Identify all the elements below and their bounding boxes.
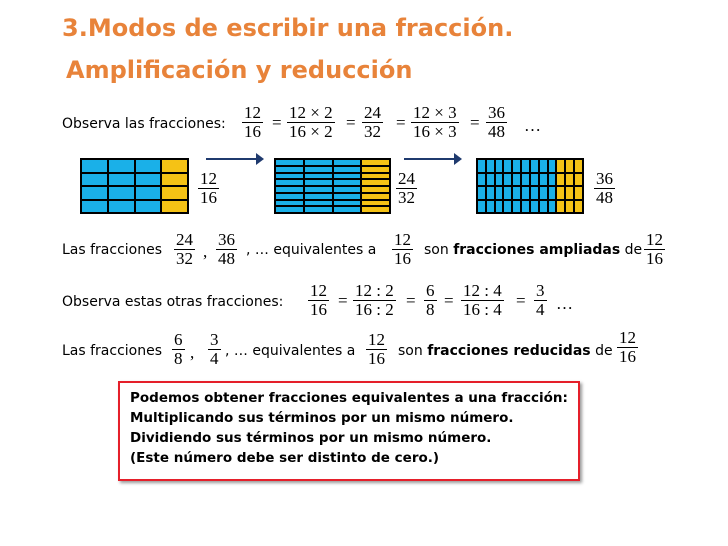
fraction-12-16: $\frac{12}{16}$ <box>646 230 663 268</box>
grid-cell-unshaded <box>565 186 574 200</box>
grid-cell-shaded <box>304 200 333 207</box>
grid-cell-shaded <box>477 186 486 200</box>
fraction-mult-2: $\frac{12 \times 2}{16 \times 2}$ <box>289 103 333 141</box>
grid-cell-shaded <box>304 173 333 180</box>
grid-cell-unshaded <box>556 200 565 214</box>
grid-cell-shaded <box>548 173 557 187</box>
grid-cell-unshaded <box>574 159 583 173</box>
comma: , <box>190 343 195 362</box>
grid-cell-shaded <box>333 206 362 213</box>
grid-cell-shaded <box>530 159 539 173</box>
grid-cell-shaded <box>477 200 486 214</box>
grid-cell-shaded <box>333 179 362 186</box>
grid-cell-shaded <box>275 159 304 166</box>
fraction-36-48: $\frac{36}{48}$ <box>218 230 235 268</box>
grid-cell-shaded <box>495 173 504 187</box>
fraction-div-4: $\frac{12 : 4}{16 : 4}$ <box>463 281 502 319</box>
summary-line-3: Dividiendo sus términos por un mismo número. <box>130 430 492 446</box>
grid-cell-shaded <box>304 159 333 166</box>
grid-cell-shaded <box>539 173 548 187</box>
grid-cell-shaded <box>512 159 521 173</box>
summary-box <box>118 381 580 481</box>
fraction-mult-3: $\frac{12 \times 3}{16 \times 3}$ <box>413 103 457 141</box>
fraction-12-16: $\frac{12}{16}$ <box>244 103 261 141</box>
grid-cell-shaded <box>521 173 530 187</box>
grid-cell-shaded <box>486 159 495 173</box>
equals-sign: = <box>470 113 480 132</box>
grid-cell-shaded <box>81 186 108 200</box>
row4-middle: , … equivalentes a <box>225 343 356 359</box>
grid-cell-shaded <box>548 159 557 173</box>
equals-sign: = <box>272 113 282 132</box>
grid-cell-shaded <box>81 173 108 187</box>
grid-cell-shaded <box>333 166 362 173</box>
grid-cell-shaded <box>512 173 521 187</box>
grid-cell-unshaded <box>565 159 574 173</box>
grid-cell-shaded <box>548 200 557 214</box>
grid-cell-shaded <box>275 179 304 186</box>
grid-cell-shaded <box>108 159 135 173</box>
grid-cell-shaded <box>503 159 512 173</box>
grid-cell-shaded <box>304 186 333 193</box>
grid-cell-shaded <box>333 159 362 166</box>
grid-cell-unshaded <box>574 186 583 200</box>
row2-conclusion <box>424 242 642 258</box>
grid-cell-unshaded <box>556 173 565 187</box>
grid-cell-shaded <box>135 159 162 173</box>
grid-cell-shaded <box>304 193 333 200</box>
grid-cell-shaded <box>486 200 495 214</box>
grid-cell-shaded <box>108 200 135 214</box>
grid-cell-shaded <box>135 200 162 214</box>
fraction-6-8: $\frac{6}{8}$ <box>426 281 435 319</box>
grid-cell-shaded <box>521 159 530 173</box>
fraction-label-36-48: $\frac{36}{48}$ <box>596 169 613 207</box>
grid-cell-unshaded <box>574 200 583 214</box>
grid-cell-unshaded <box>361 173 390 180</box>
grid-cell-shaded <box>512 186 521 200</box>
fraction-grid-36-48 <box>476 158 584 214</box>
grid-cell-unshaded <box>565 200 574 214</box>
arrow-right-icon <box>206 150 266 168</box>
grid-cell-shaded <box>135 173 162 187</box>
grid-cell-unshaded <box>361 166 390 173</box>
comma: , <box>203 242 208 261</box>
grid-cell-unshaded <box>361 200 390 207</box>
grid-cell-shaded <box>275 166 304 173</box>
de-word: de <box>624 242 643 258</box>
grid-cell-unshaded <box>361 179 390 186</box>
fraction-12-16: $\frac{12}{16}$ <box>619 328 636 366</box>
de-word: de <box>595 343 613 359</box>
grid-cell-shaded <box>108 173 135 187</box>
grid-cell-shaded <box>275 193 304 200</box>
grid-cell-shaded <box>304 179 333 186</box>
fracciones-ampliadas: fracciones ampliadas <box>453 242 621 258</box>
equals-sign: = <box>444 291 454 310</box>
grid-cell-shaded <box>530 200 539 214</box>
fraction-div-2: $\frac{12 : 2}{16 : 2}$ <box>355 281 394 319</box>
grid-cell-shaded <box>333 200 362 207</box>
summary-line-2: Multiplicando sus términos por un mismo número. <box>130 410 514 426</box>
grid-cell-shaded <box>539 200 548 214</box>
grid-cell-unshaded <box>161 200 188 214</box>
grid-cell-unshaded <box>361 186 390 193</box>
row2-middle: , … equivalentes a <box>246 242 377 258</box>
fraction-label-24-32: $\frac{24}{32}$ <box>398 169 415 207</box>
fracciones-reducidas: fracciones reducidas <box>427 343 591 359</box>
summary-line-1: Podemos obtener fracciones equivalentes a una fracción: <box>130 390 568 406</box>
arrow-right-icon <box>404 150 464 168</box>
ellipsis: … <box>524 116 541 135</box>
grid-cell-shaded <box>495 186 504 200</box>
grid-cell-shaded <box>495 200 504 214</box>
grid-cell-shaded <box>486 186 495 200</box>
grid-cell-shaded <box>477 173 486 187</box>
grid-cell-unshaded <box>161 186 188 200</box>
fraction-6-8: $\frac{6}{8}$ <box>174 330 183 368</box>
grid-cell-shaded <box>530 186 539 200</box>
grid-cell-shaded <box>539 159 548 173</box>
grid-cell-shaded <box>495 159 504 173</box>
grid-cell-shaded <box>108 186 135 200</box>
fraction-24-32: $\frac{24}{32}$ <box>176 230 193 268</box>
grid-cell-shaded <box>486 173 495 187</box>
page-subtitle: Amplificación y reducción <box>66 56 413 84</box>
grid-cell-unshaded <box>361 206 390 213</box>
grid-cell-unshaded <box>161 159 188 173</box>
grid-cell-shaded <box>503 186 512 200</box>
fraction-12-16: $\frac{12}{16}$ <box>394 230 411 268</box>
son-word: son <box>424 242 449 258</box>
grid-cell-shaded <box>304 166 333 173</box>
fraction-grid-12-16 <box>80 158 189 214</box>
grid-cell-unshaded <box>361 193 390 200</box>
grid-cell-shaded <box>275 173 304 180</box>
grid-cell-unshaded <box>556 159 565 173</box>
grid-cell-shaded <box>333 193 362 200</box>
grid-cell-shaded <box>530 173 539 187</box>
fraction-grid-24-32 <box>274 158 391 214</box>
row4-conclusion <box>398 343 613 359</box>
grid-cell-shaded <box>135 186 162 200</box>
fraction-12-16: $\frac{12}{16}$ <box>368 330 385 368</box>
row4-prefix: Las fracciones <box>62 343 163 359</box>
row1-label: Observa las fracciones: <box>62 116 226 132</box>
grid-cell-shaded <box>81 159 108 173</box>
grid-cell-shaded <box>275 200 304 207</box>
grid-cell-shaded <box>539 186 548 200</box>
grid-cell-shaded <box>304 206 333 213</box>
summary-line-4: (Este número debe ser distinto de cero.) <box>130 450 440 466</box>
row2-prefix: Las fracciones <box>62 242 163 258</box>
equals-sign: = <box>346 113 356 132</box>
ellipsis: … <box>556 294 573 313</box>
grid-cell-unshaded <box>565 173 574 187</box>
grid-cell-shaded <box>477 159 486 173</box>
fraction-label-12-16: $\frac{12}{16}$ <box>200 169 217 207</box>
grid-cell-shaded <box>333 186 362 193</box>
grid-cell-shaded <box>512 200 521 214</box>
equals-sign: = <box>338 291 348 310</box>
fraction-3-4: $\frac{3}{4}$ <box>210 330 219 368</box>
grid-cell-unshaded <box>361 159 390 166</box>
grid-cell-shaded <box>275 206 304 213</box>
grid-cell-shaded <box>521 186 530 200</box>
grid-cell-shaded <box>548 186 557 200</box>
grid-cell-shaded <box>503 173 512 187</box>
fraction-24-32: $\frac{24}{32}$ <box>364 103 381 141</box>
page-title: 3.Modos de escribir una fracción. <box>62 14 514 42</box>
grid-cell-shaded <box>275 186 304 193</box>
grid-cell-shaded <box>503 200 512 214</box>
grid-cell-shaded <box>521 200 530 214</box>
equals-sign: = <box>516 291 526 310</box>
fraction-3-4: $\frac{3}{4}$ <box>536 281 545 319</box>
equals-sign: = <box>396 113 406 132</box>
grid-cell-shaded <box>333 173 362 180</box>
grid-cell-unshaded <box>574 173 583 187</box>
grid-cell-unshaded <box>161 173 188 187</box>
row3-label: Observa estas otras fracciones: <box>62 294 284 310</box>
grid-cell-shaded <box>81 200 108 214</box>
fraction-36-48: $\frac{36}{48}$ <box>488 103 505 141</box>
grid-cell-unshaded <box>556 186 565 200</box>
son-word: son <box>398 343 423 359</box>
fraction-12-16: $\frac{12}{16}$ <box>310 281 327 319</box>
equals-sign: = <box>406 291 416 310</box>
